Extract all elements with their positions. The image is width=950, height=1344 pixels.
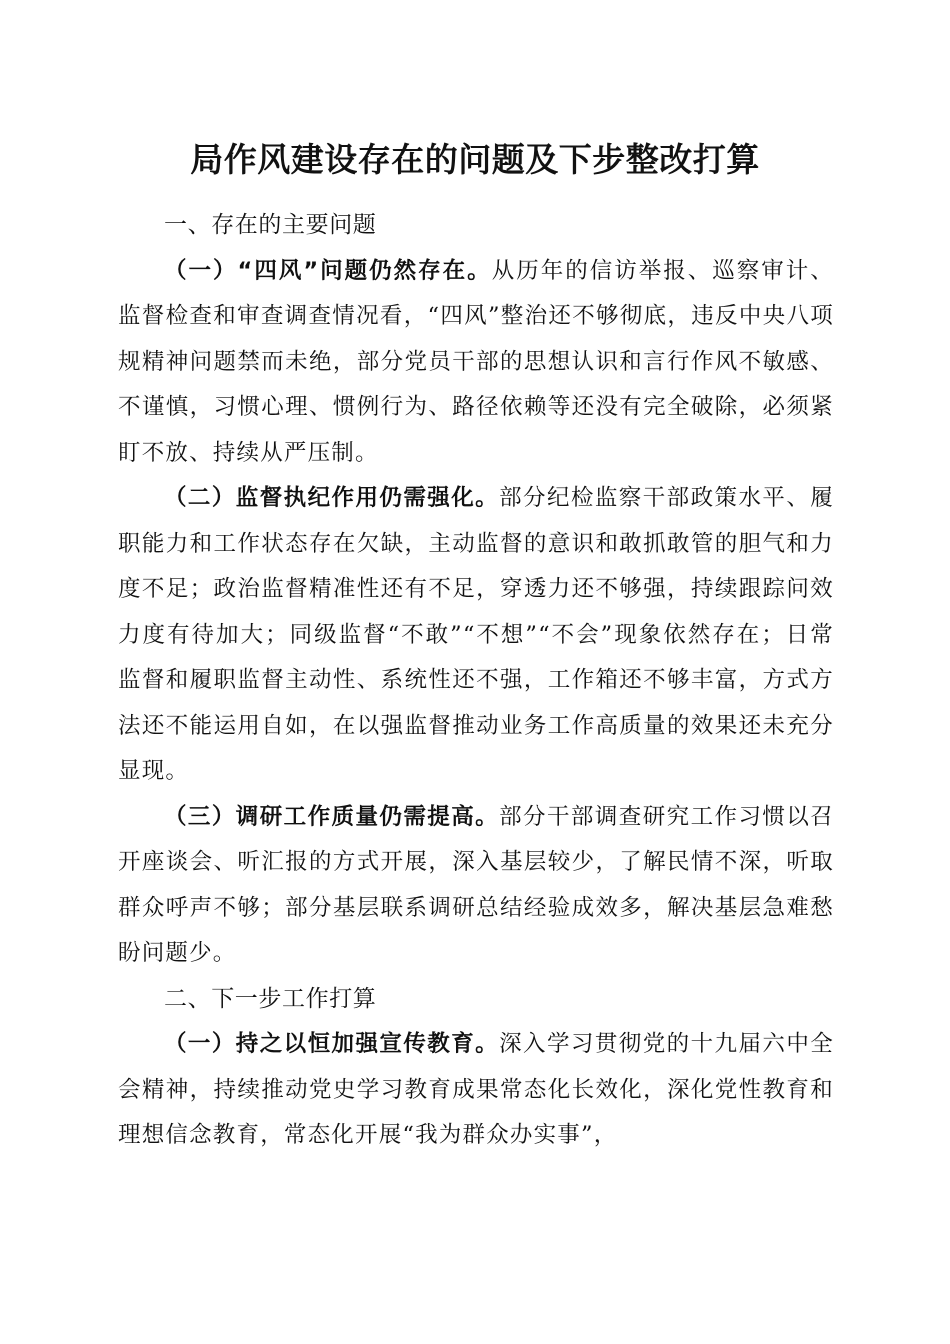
paragraph-lead: （一）持之以恒加强宣传教育。: [164, 1031, 500, 1057]
paragraph-lead: （一）“四风”问题仍然存在。: [164, 257, 492, 284]
paragraph-text: 深入学习贯彻党的十九届六中全会精神，持续推动党史学习教育成果常态化长效化，深化党性教育和理想信念教育，常态化开展“我为群众办实事”，: [118, 1031, 834, 1148]
paragraph-text: 从历年的信访举报、巡察审计、监督检查和审查调查情况看，“四风”整治还不够彻底，违反中央八项规精神问题禁而未绝，部分党员干部的思想认识和言行作风不敏感、不谨慎，习惯心理、惯例行为、路径依赖等还没有完全破除，必须紧盯不放、持续从严压制。: [118, 257, 834, 466]
paragraph-education: [118, 1022, 834, 1159]
document-title: 局作风建设存在的问题及下步整改打算: [190, 140, 760, 179]
paragraph-text: 部分纪检监察干部政策水平、履职能力和工作状态存在欠缺，主动监督的意识和敢抓敢管的胆气和力度不足；政治监督精准性还有不足，穿透力还不够强，持续跟踪问效力度有待加大；同级监督“不敢”“不想”“不会”现象依然存在；日常监督和履职监督主动性、系统性还不强，工作箱还不够丰富，方式方法还不能运用自如，在以强监督推动业务工作高质量的效果还未充分显现。: [118, 485, 834, 784]
paragraph-four-winds: [118, 249, 834, 477]
paragraph-lead: （三）调研工作质量仍需提高。: [164, 803, 500, 830]
paragraph-supervision: [118, 476, 834, 795]
paragraph-lead: （二）监督执纪作用仍需强化。: [164, 485, 500, 511]
section-heading-next-steps: 二、下一步工作打算: [164, 985, 377, 1012]
paragraph-research: [118, 795, 834, 977]
paragraph-text: 部分干部调查研究工作习惯以召开座谈会、听汇报的方式开展，深入基层较少，了解民情不深，听取群众呼声不够；部分基层联系调研总结经验成效多，解决基层急难愁盼问题少。: [118, 803, 834, 966]
section-heading-problems: 一、存在的主要问题: [164, 212, 377, 238]
document-body: [118, 203, 834, 1159]
